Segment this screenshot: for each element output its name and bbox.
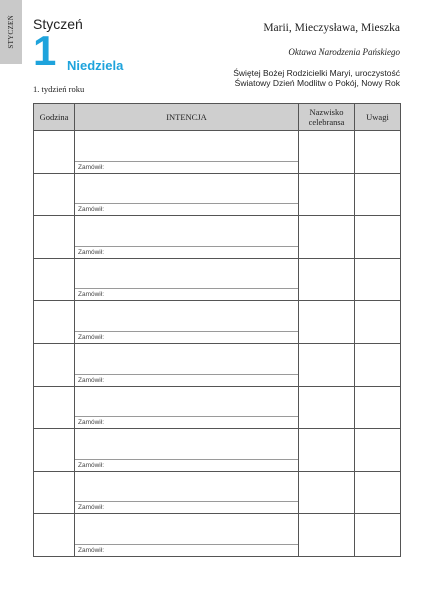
- notes-cell[interactable]: [355, 173, 401, 216]
- table-row: [34, 173, 401, 216]
- hour-cell[interactable]: [34, 258, 75, 301]
- hour-cell[interactable]: [34, 173, 75, 216]
- intention-cell[interactable]: [75, 471, 299, 514]
- hour-cell[interactable]: [34, 471, 75, 514]
- hour-cell[interactable]: [34, 386, 75, 429]
- intention-cell[interactable]: [75, 343, 299, 386]
- table-body: [34, 131, 401, 557]
- ordered-by-label: Zamówił:: [75, 501, 298, 513]
- celebrant-cell[interactable]: [299, 173, 355, 216]
- table-row: [34, 343, 401, 386]
- celebrant-cell[interactable]: [299, 131, 355, 174]
- hour-cell[interactable]: [34, 343, 75, 386]
- name-days: Marii, Mieczysława, Mieszka: [263, 22, 400, 34]
- ordered-by-label: Zamówił:: [75, 161, 298, 173]
- intention-cell[interactable]: [75, 386, 299, 429]
- hour-cell[interactable]: [34, 301, 75, 344]
- notes-cell[interactable]: [355, 386, 401, 429]
- table-row: [34, 258, 401, 301]
- table-row: [34, 131, 401, 174]
- ordered-by-label: Zamówił:: [75, 331, 298, 343]
- intentions-table: [33, 103, 401, 557]
- ordered-by-label: Zamówił:: [75, 203, 298, 215]
- intention-cell[interactable]: [75, 258, 299, 301]
- notes-cell[interactable]: [355, 301, 401, 344]
- hour-cell[interactable]: [34, 131, 75, 174]
- notes-cell[interactable]: [355, 216, 401, 259]
- ordered-by-label: Zamówił:: [75, 544, 298, 556]
- column-header-celebrant: Nazwisko celebransa: [299, 104, 355, 131]
- intention-cell[interactable]: [75, 173, 299, 216]
- table-row: [34, 514, 401, 557]
- ordered-by-label: Zamówił:: [75, 374, 298, 386]
- celebrant-cell[interactable]: [299, 514, 355, 557]
- table-row: [34, 386, 401, 429]
- notes-cell[interactable]: [355, 429, 401, 472]
- intention-cell[interactable]: [75, 429, 299, 472]
- notes-cell[interactable]: [355, 343, 401, 386]
- feast-line-2: Światowy Dzień Modlitw o Pokój, Nowy Rok: [234, 78, 400, 88]
- table-row: [34, 301, 401, 344]
- ordered-by-label: Zamówił:: [75, 288, 298, 300]
- celebrant-cell[interactable]: [299, 471, 355, 514]
- feast-line-1: Świętej Bożej Rodzicielki Maryi, uroczystość: [233, 68, 400, 78]
- ordered-by-label: Zamówił:: [75, 246, 298, 258]
- table-row: [34, 471, 401, 514]
- table-row: [34, 429, 401, 472]
- week-of-year: 1. tydzień roku: [33, 84, 85, 94]
- intention-cell[interactable]: [75, 301, 299, 344]
- table-header-row: [34, 104, 401, 131]
- celebrant-cell[interactable]: [299, 216, 355, 259]
- month-side-tab-label: STYCZEŃ: [7, 15, 15, 49]
- feast-description: [180, 68, 400, 88]
- intention-cell[interactable]: [75, 131, 299, 174]
- notes-cell[interactable]: [355, 258, 401, 301]
- day-number: 1: [33, 27, 57, 74]
- ordered-by-label: Zamówił:: [75, 459, 298, 471]
- hour-cell[interactable]: [34, 429, 75, 472]
- hour-cell[interactable]: [34, 514, 75, 557]
- column-header-notes: Uwagi: [355, 104, 401, 131]
- celebrant-cell[interactable]: [299, 301, 355, 344]
- column-header-hour: Godzina: [34, 104, 75, 131]
- month-title: Styczeń: [33, 16, 83, 32]
- celebrant-cell[interactable]: [299, 258, 355, 301]
- celebrant-cell[interactable]: [299, 343, 355, 386]
- liturgical-octave: Oktawa Narodzenia Pańskiego: [288, 47, 400, 57]
- month-side-tab: [0, 0, 22, 64]
- intention-cell[interactable]: [75, 216, 299, 259]
- notes-cell[interactable]: [355, 131, 401, 174]
- celebrant-cell[interactable]: [299, 386, 355, 429]
- ordered-by-label: Zamówił:: [75, 416, 298, 428]
- column-header-intention: INTENCJA: [75, 104, 299, 131]
- celebrant-cell[interactable]: [299, 429, 355, 472]
- intention-cell[interactable]: [75, 514, 299, 557]
- table-row: [34, 216, 401, 259]
- notes-cell[interactable]: [355, 514, 401, 557]
- hour-cell[interactable]: [34, 216, 75, 259]
- day-name: Niedziela: [67, 58, 124, 73]
- notes-cell[interactable]: [355, 471, 401, 514]
